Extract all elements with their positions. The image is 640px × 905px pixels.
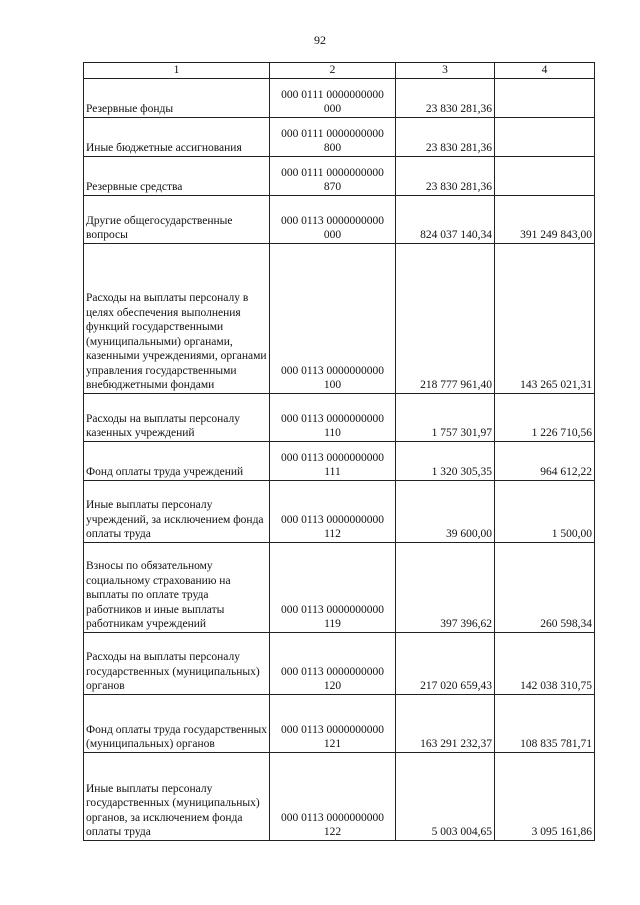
amount-col4: 108 835 781,71 bbox=[495, 694, 595, 752]
table-row bbox=[84, 694, 595, 752]
budget-code: 000 0111 0000000000 000 bbox=[270, 78, 396, 117]
amount-col3: 217 020 659,43 bbox=[396, 632, 495, 694]
expense-name: Расходы на выплаты персоналу казенных учреждений bbox=[84, 393, 270, 441]
budget-code: 000 0113 0000000000 110 bbox=[270, 393, 396, 441]
column-header: 1 bbox=[84, 63, 270, 79]
expense-name: Иные выплаты персоналу государственных (муниципальных) органов, за исключением фонда оплаты труда bbox=[84, 752, 270, 840]
amount-col4: 143 265 021,31 bbox=[495, 243, 595, 393]
budget-code: 000 0113 0000000000 119 bbox=[270, 542, 396, 632]
amount-col4: 1 226 710,56 bbox=[495, 393, 595, 441]
amount-col3: 39 600,00 bbox=[396, 480, 495, 542]
table-row bbox=[84, 156, 595, 195]
amount-col3: 23 830 281,36 bbox=[396, 117, 495, 156]
expense-name: Резервные фонды bbox=[84, 78, 270, 117]
table-row bbox=[84, 243, 595, 393]
expense-name: Фонд оплаты труда государственных (муниципальных) органов bbox=[84, 694, 270, 752]
table-row bbox=[84, 78, 595, 117]
budget-code: 000 0113 0000000000 100 bbox=[270, 243, 396, 393]
budget-code: 000 0111 0000000000 800 bbox=[270, 117, 396, 156]
table-row bbox=[84, 632, 595, 694]
amount-col3: 824 037 140,34 bbox=[396, 195, 495, 243]
expense-name: Взносы по обязательному социальному страхованию на выплаты по оплате труда работников и иные выплаты работникам учреждений bbox=[84, 542, 270, 632]
amount-col3: 23 830 281,36 bbox=[396, 78, 495, 117]
amount-col4: 1 500,00 bbox=[495, 480, 595, 542]
amount-col4 bbox=[495, 117, 595, 156]
budget-code: 000 0113 0000000000 111 bbox=[270, 441, 396, 480]
expense-name: Фонд оплаты труда учреждений bbox=[84, 441, 270, 480]
amount-col3: 1 320 305,35 bbox=[396, 441, 495, 480]
table-row bbox=[84, 542, 595, 632]
budget-code: 000 0113 0000000000 120 bbox=[270, 632, 396, 694]
column-header: 3 bbox=[396, 63, 495, 79]
expense-name: Иные выплаты персоналу учреждений, за исключением фонда оплаты труда bbox=[84, 480, 270, 542]
budget-code: 000 0111 0000000000 870 bbox=[270, 156, 396, 195]
amount-col3: 5 003 004,65 bbox=[396, 752, 495, 840]
table-row bbox=[84, 752, 595, 840]
table-row bbox=[84, 480, 595, 542]
table-row bbox=[84, 117, 595, 156]
table-header-row bbox=[84, 63, 595, 79]
budget-code: 000 0113 0000000000 112 bbox=[270, 480, 396, 542]
amount-col3: 397 396,62 bbox=[396, 542, 495, 632]
budget-code: 000 0113 0000000000 122 bbox=[270, 752, 396, 840]
amount-col3: 163 291 232,37 bbox=[396, 694, 495, 752]
amount-col4: 260 598,34 bbox=[495, 542, 595, 632]
column-header: 4 bbox=[495, 63, 595, 79]
expense-name: Резервные средства bbox=[84, 156, 270, 195]
amount-col3: 218 777 961,40 bbox=[396, 243, 495, 393]
amount-col3: 23 830 281,36 bbox=[396, 156, 495, 195]
amount-col4: 391 249 843,00 bbox=[495, 195, 595, 243]
amount-col4: 3 095 161,86 bbox=[495, 752, 595, 840]
amount-col4: 964 612,22 bbox=[495, 441, 595, 480]
amount-col4 bbox=[495, 78, 595, 117]
expense-name: Другие общегосударственные вопросы bbox=[84, 195, 270, 243]
page-number: 92 bbox=[314, 33, 326, 47]
table-row bbox=[84, 393, 595, 441]
expense-name: Расходы на выплаты персоналу в целях обеспечения выполнения функций государственными (муниципальными) органами, казенными учреждениями, органами управления государственными внебюджетными фондами bbox=[84, 243, 270, 393]
amount-col4: 142 038 310,75 bbox=[495, 632, 595, 694]
table-row bbox=[84, 441, 595, 480]
budget-code: 000 0113 0000000000 121 bbox=[270, 694, 396, 752]
column-header: 2 bbox=[270, 63, 396, 79]
table-row bbox=[84, 195, 595, 243]
budget-code: 000 0113 0000000000 000 bbox=[270, 195, 396, 243]
amount-col3: 1 757 301,97 bbox=[396, 393, 495, 441]
amount-col4 bbox=[495, 156, 595, 195]
expense-name: Расходы на выплаты персоналу государственных (муниципальных) органов bbox=[84, 632, 270, 694]
expense-name: Иные бюджетные ассигнования bbox=[84, 117, 270, 156]
budget-table bbox=[83, 62, 595, 841]
